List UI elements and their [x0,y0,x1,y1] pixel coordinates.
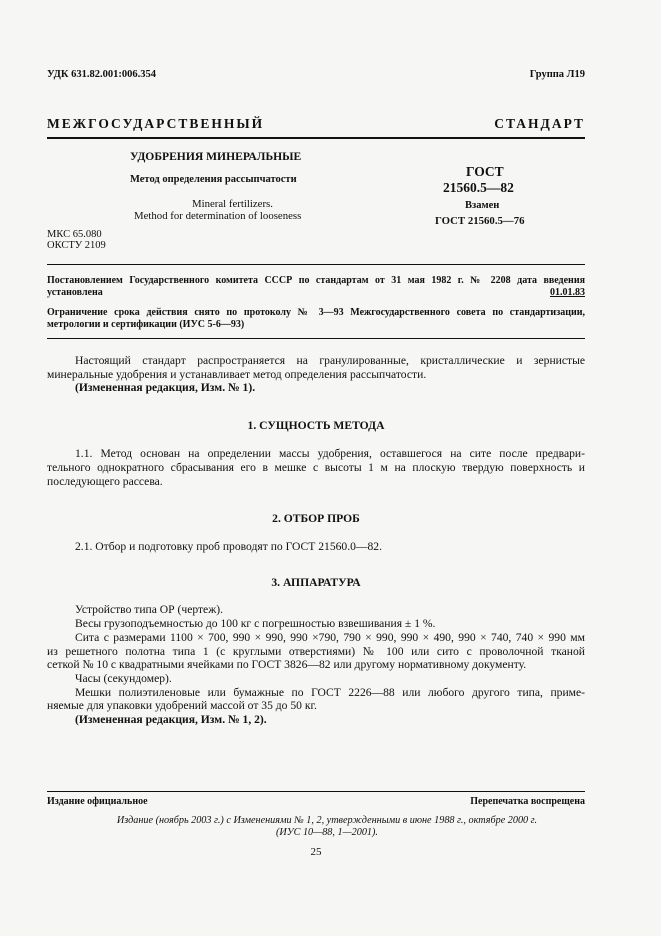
subtitle-ru: Метод определения рассыпчатости [130,174,297,185]
restriction-line: Ограничение срока действия снято по протоколу № 3—93 Межгосударственного совета по стандартизации, [47,307,585,318]
gost-number: 21560.5—82 [443,180,514,195]
section-1-heading: 1. СУЩНОСТЬ МЕТОДА [247,419,385,432]
decree-rule [47,338,585,339]
sieves-line-3: сеткой № 10 с квадратными ячейками по ГОСТ 3826—82 или другому нормативному документу. [47,658,527,671]
mks-code: МКС 65.080 [47,229,102,240]
edition-note-line-2: (ИУС 10—88, 1—2001). [276,827,378,838]
group-code: Группа Л19 [529,69,585,80]
sieves-line-1: Сита с размерами 1100 × 700, 990 × 990, 990 ×790, 790 × 990, 990 × 490, 990 × 740, 740 × 990 мм [75,631,585,644]
gost-label: ГОСТ [466,164,504,179]
bags-line-1: Мешки полиэтиленовые или бумажные по ГОСТ 2226—88 или любого другого типа, приме- [75,686,585,699]
subtitle-en: Method for determination of looseness [134,210,302,222]
replaces-standard: ГОСТ 21560.5—76 [435,215,525,227]
intro-amendment-note: (Измененная редакция, Изм. № 1). [75,381,256,394]
section-3-heading: 3. АППАРАТУРА [271,576,361,589]
section-2-para: 2.1. Отбор и подготовку проб проводят по ГОСТ 21560.0—82. [75,540,383,553]
footer-rule [47,791,585,792]
section-1-para-line-2: тельного однократного сбрасывания его в мешке с высоты 1 м на плоскую твердую поверхность и [47,461,585,474]
decree-line: Постановлением Государственного комитета СССР по стандартам от 31 мая 1982 г. № 2208 дата введения [47,275,585,286]
decree-established: установлена [47,287,103,298]
replaces-label: Взамен [465,200,500,211]
udk-code: УДК 631.82.001:006.354 [47,69,156,80]
okstu-code: ОКСТУ 2109 [47,240,106,251]
codes-rule [47,264,585,265]
title-ru: УДОБРЕНИЯ МИНЕРАЛЬНЫЕ [130,150,302,163]
intro-line-1: Настоящий стандарт распространяется на гранулированные, кристаллические и зернистые [75,354,585,367]
page-number: 25 [310,846,322,858]
edition-note-line-1: Издание (ноябрь 2003 г.) с Изменениями № 1, 2, утвержденными в июне 1988 г., октябре 2000 г. [116,815,538,826]
reprint-prohibited: Перепечатка воспрещена [470,796,585,807]
bags-line-2: няемые для упаковки удобрений массой от 35 до 50 кг. [47,699,317,712]
section-1-para-line-3: последующего рассева. [47,475,163,488]
official-edition: Издание официальное [47,796,148,807]
intro-line-2: минеральные удобрения и устанавливает метод определения рассыпчатости. [47,368,427,381]
banner-rule [47,137,585,139]
sieves-line-2: из решетного полотна типа 1 (с круглыми отверстиями) № 100 или сито с проволочной тканой [47,645,585,658]
title-en: Mineral fertilizers. [192,198,273,210]
clock-item: Часы (секундомер). [75,672,172,685]
section-1-para-line-1: 1.1. Метод основан на определении массы удобрения, оставшегося на сите после предвари- [75,447,585,460]
standard-banner: МЕЖГОСУДАРСТВЕННЫЙ СТАНДАРТ [47,116,585,131]
introduction-date: 01.01.83 [550,287,585,298]
section-3-amendment-note: (Измененная редакция, Изм. № 1, 2). [75,713,267,726]
restriction-protocol: метрологии и сертификации (ИУС 5-6—93) [47,319,245,330]
device-item: Устройство типа ОР (чертеж). [75,603,223,616]
section-2-heading: 2. ОТБОР ПРОБ [272,512,360,525]
scales-item: Весы грузоподъемностью до 100 кг с погрешностью взвешивания ± 1 %. [75,617,436,630]
